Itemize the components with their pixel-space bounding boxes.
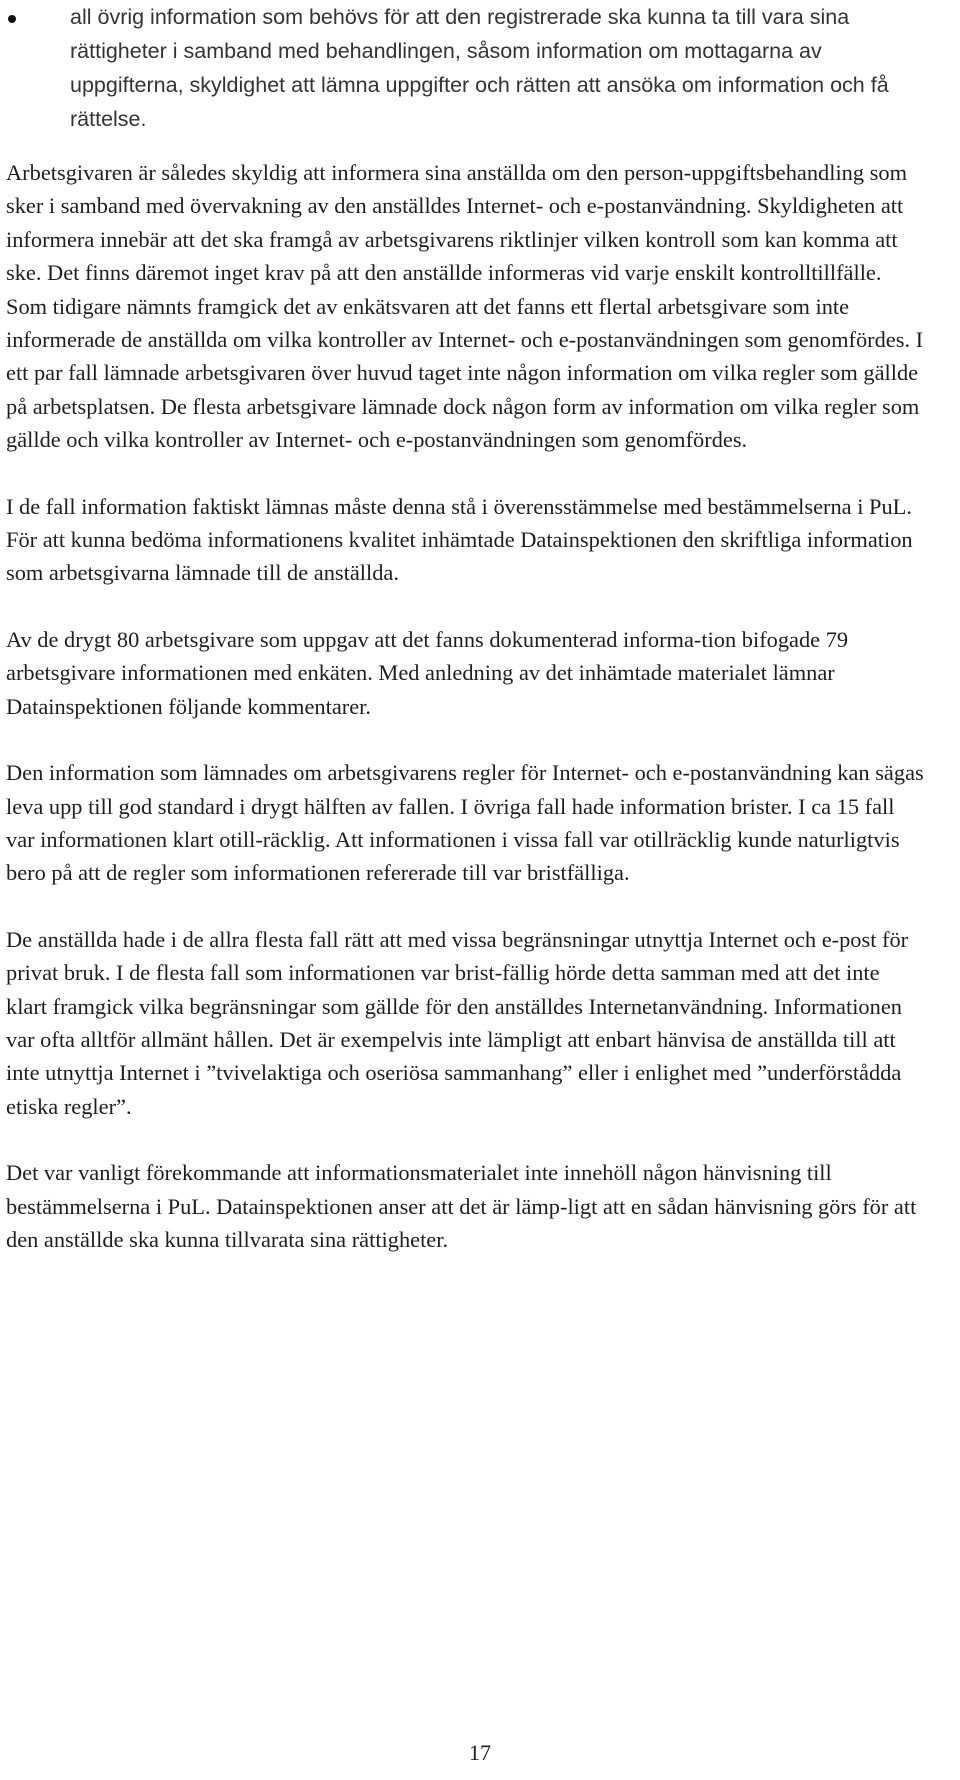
bullet-list-item (6, 0, 924, 136)
paragraph-information-standard: Den information som lämnades om arbetsgivarens regler för Internet- och e-postanvändning kan sägas leva upp till god standard i drygt hälften av fallen. I övriga fall hade information brister. I ca 15 fall var informationen klart otill-räcklig. Att informationen i vissa fall var otillräcklig kunde naturligtvis bero på att de regler som informationen refererade till var bristfälliga. (6, 760, 924, 886)
paragraph-employer-obligation: Arbetsgivaren är således skyldig att informera sina anställda om den person-uppgiftsbehandling som sker i samband med övervakning av den anställdes Internet- och e-postanvändning. Skyldigheten att informera innebär att det ska framgå av arbetsgivarens riktlinjer vilken kontroll som kan komma att ske. Det finns däremot inget krav på att den anställde informeras vid varje enskilt kontrolltillfälle. Som tidigare nämnts framgick det av enkätsvaren att det fanns ett flertal arbetsgivare som inte informerade de anställda om vilka kontroller av Internet- och e-postanvändningen som genomfördes. I ett par fall lämnade arbetsgivaren över huvud taget inte någon information om vilka regler som gällde på arbetsplatsen. De flesta arbetsgivare lämnade dock någon form av information om vilka regler som gällde och vilka kontroller av Internet- och e-postanvändningen som genomfördes. (6, 160, 924, 453)
bullet-item-text: all övrig information som behövs för att den registrerade ska kunna ta till vara sina rättigheter i samband med behandlingen, såsom information om mottagarna av uppgifterna, skyldighet att lämna uppgifter och rätten att ansöka om information och få rättelse. (70, 5, 889, 131)
paragraph-information-quality: I de fall information faktiskt lämnas måste denna stå i överensstämmelse med bestämmelserna i PuL. För att kunna bedöma informationens kvalitet inhämtade Datainspektionen den skriftliga information som arbetsgivarna lämnade till de anställda. (6, 493, 913, 586)
page-number: 17 (469, 1740, 491, 1765)
paragraph-pul-reference: Det var vanligt förekommande att informationsmaterialet inte innehöll någon hänvisning till bestämmelserna i PuL. Datainspektionen anser att det är lämp-ligt att en sådan hänvisning görs för att den anställde ska kunna tillvarata sina rättigheter. (6, 1160, 917, 1252)
paragraph-survey-documentation: Av de drygt 80 arbetsgivare som uppgav att det fanns dokumenterad informa-tion bifogade 79 arbetsgivare informationen med enkäten. Med anledning av det inhämtade materialet lämnar Datainspektionen följande kommentarer. (6, 626, 849, 719)
bullet-icon (8, 15, 16, 23)
paragraph-private-use: De anställda hade i de allra flesta fall rätt att med vissa begränsningar utnyttja Internet och e-post för privat bruk. I de flesta fall som informationen var brist-fällig hörde detta samman med att det inte klart framgick vilka begränsningar som gällde för den anställdes Internetanvändning. Informationen var ofta alltför allmänt hållen. Det är exempelvis inte lämpligt att enbart hänvisa de anställda till att inte utnyttja Internet i ”tvivelaktiga och oseriösa sammanhang” eller i enlighet med ”underförstådda etiska regler”. (6, 926, 909, 1119)
